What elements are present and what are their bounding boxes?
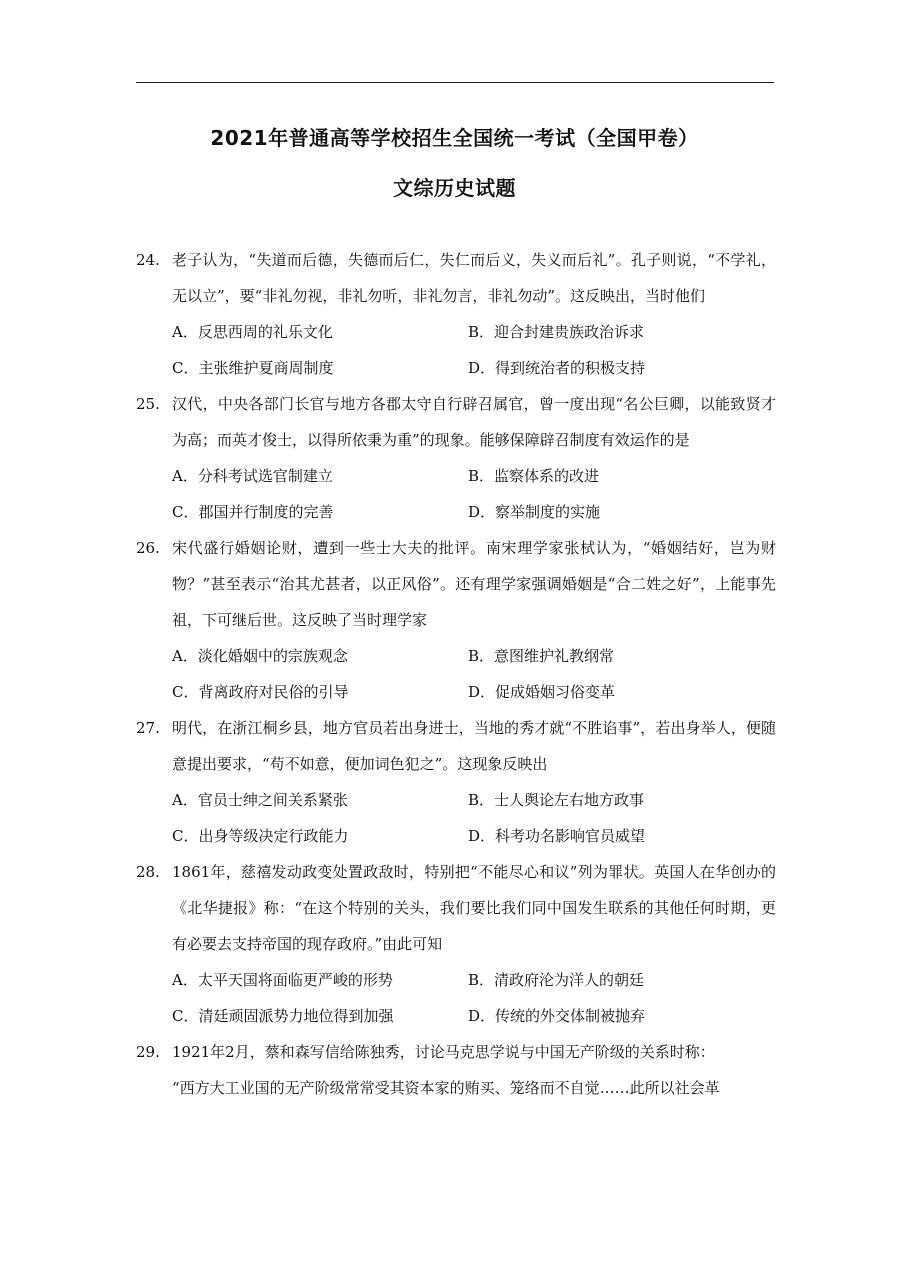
- option-c: C．清廷顽固派势力地位得到加强: [172, 1007, 394, 1025]
- header-rule: [136, 82, 774, 83]
- options: [172, 638, 776, 710]
- quotation-text: “西方大工业国的无产阶级常常受其资本家的贿买、笼络而不自觉……此所以社会革: [172, 1079, 720, 1097]
- options: [172, 458, 776, 530]
- option-b: B．迎合封建贵族政治诉求: [468, 323, 645, 341]
- option-c: C．背离政府对民俗的引导: [172, 683, 349, 701]
- question-number: 24.: [136, 251, 160, 269]
- option-d: D．传统的外交体制被抛弃: [468, 1007, 646, 1025]
- options: [172, 314, 776, 386]
- question-number: 28.: [136, 863, 160, 881]
- option-d: D．科考功名影响官员威望: [468, 827, 646, 845]
- option-b: B．士人舆论左右地方政事: [468, 791, 645, 809]
- option-d: D．察举制度的实施: [468, 503, 601, 521]
- option-b: B．监察体系的改进: [468, 467, 600, 485]
- question-number: 27.: [136, 719, 160, 737]
- option-a: A．官员士绅之间关系紧张: [172, 791, 348, 809]
- question-stem: 1921年2月，蔡和森写信给陈独秀，讨论马克思学说与中国无产阶级的关系时称：: [172, 1043, 715, 1061]
- question-list: [136, 242, 776, 1106]
- question-number: 25.: [136, 395, 160, 413]
- question-stem: 明代，在浙江桐乡县，地方官员若出身进士，当地的秀才就“不胜谄事”，若出身举人，便随意提出要求，“苟不如意，便加词色犯之”。这现象反映出: [172, 719, 776, 773]
- question-27: [136, 710, 776, 854]
- option-b: B．清政府沦为洋人的朝廷: [468, 971, 645, 989]
- exam-title: 2021年普通高等学校招生全国统一考试（全国甲卷）: [210, 126, 699, 150]
- question-26: [136, 530, 776, 710]
- option-c: C．主张维护夏商周制度: [172, 359, 334, 377]
- option-d: D．促成婚姻习俗变革: [468, 683, 616, 701]
- option-c: C．郡国并行制度的完善: [172, 503, 334, 521]
- options: [172, 782, 776, 854]
- option-a: A．太平天国将面临更严峻的形势: [172, 971, 393, 989]
- question-number: 26.: [136, 539, 160, 557]
- option-b: B．意图维护礼教纲常: [468, 647, 615, 665]
- option-a: A．分科考试选官制建立: [172, 467, 333, 485]
- question-stem: 宋代盛行婚姻论财，遭到一些士大夫的批评。南宋理学家张栻认为，“婚姻结好，岂为财物？”甚至表示“治其尤甚者，以正风俗”。还有理学家强调婚姻是“合二姓之好”，上能事先祖，下可继后世。这反映了当时理学家: [172, 539, 776, 629]
- option-c: C．出身等级决定行政能力: [172, 827, 349, 845]
- question-number: 29.: [136, 1043, 160, 1061]
- exam-subtitle: 文综历史试题: [393, 176, 516, 200]
- question-25: [136, 386, 776, 530]
- question-stem: 老子认为，“失道而后德，失德而后仁，失仁而后义，失义而后礼”。孔子则说，“不学礼，无以立”，要“非礼勿视，非礼勿听，非礼勿言，非礼勿动”。这反映出，当时他们: [172, 251, 776, 305]
- question-24: [136, 242, 776, 386]
- options: [172, 962, 776, 1034]
- option-a: A．淡化婚姻中的宗族观念: [172, 647, 348, 665]
- question-29: [136, 1034, 776, 1106]
- option-d: D．得到统治者的积极支持: [468, 359, 646, 377]
- option-a: A．反思西周的礼乐文化: [172, 323, 333, 341]
- question-stem: 汉代，中央各部门长官与地方各郡太守自行辟召属官，曾一度出现“名公巨卿，以能致贤才为高；而英才俊士，以得所依秉为重”的现象。能够保障辟召制度有效运作的是: [172, 395, 776, 449]
- question-stem: 1861年，慈禧发动政变处置政敌时，特别把“不能尽心和议”列为罪状。英国人在华创办的《北华捷报》称：“在这个特别的关头，我们要比我们同中国发生联系的其他任何时期，更有必要去支持帝国的现存政府。”由此可知: [172, 863, 776, 953]
- question-28: [136, 854, 776, 1034]
